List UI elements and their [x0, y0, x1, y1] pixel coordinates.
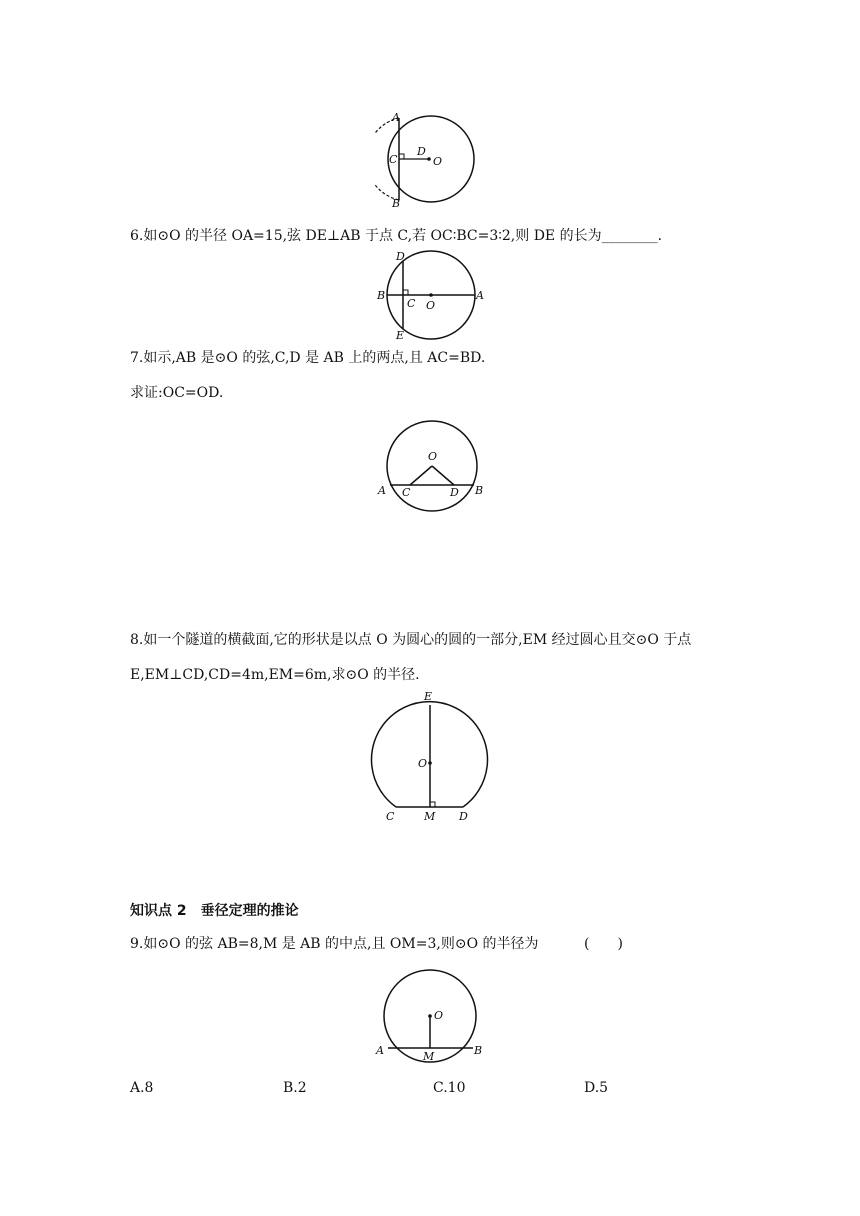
figure-circle-diameter-chord [373, 246, 493, 346]
label-b: B [475, 484, 484, 497]
label-o: O [433, 155, 443, 168]
center-dot [428, 1014, 432, 1018]
label-o: O [426, 299, 436, 312]
figure-tunnel-cross-section [365, 688, 495, 828]
label-e: E [396, 329, 405, 342]
label-a: A [378, 484, 386, 497]
label-e: E [424, 690, 433, 703]
question-6: 6.如⊙O 的半径 OA=15,弦 DE⊥AB 于点 C,若 OC∶BC=3∶2,则 DE 的长为________. [130, 228, 663, 244]
label-c: C [407, 297, 416, 310]
option-c: C.10 [433, 1080, 466, 1096]
option-a: A.8 [130, 1080, 154, 1096]
label-c: C [389, 153, 398, 166]
question-9: 9.如⊙O 的弦 AB=8,M 是 AB 的中点,且 OM=3,则⊙O 的半径为 [130, 936, 539, 952]
label-d: D [450, 486, 459, 499]
label-o: O [418, 757, 428, 770]
label-d: D [459, 810, 468, 823]
section-title: 知识点 2 垂径定理的推论 [130, 903, 299, 919]
center-dot [427, 157, 431, 161]
label-a: A [476, 289, 484, 302]
label-d: D [417, 145, 426, 158]
question-7: 7.如示,AB 是⊙O 的弦,C,D 是 AB 上的两点,且 AC=BD. [130, 350, 486, 366]
label-c: C [402, 486, 411, 499]
label-d: D [396, 250, 405, 263]
center-dot [428, 761, 432, 765]
center-dot [429, 293, 433, 297]
label-b: B [377, 289, 386, 302]
answer-parentheses: ( ) [584, 936, 623, 952]
label-b: B [392, 197, 401, 210]
figure-circle-chord-arc [375, 108, 485, 213]
label-m: M [424, 810, 436, 823]
label-c: C [386, 810, 395, 823]
label-o: O [428, 450, 438, 463]
figure-circle-chord-midpoint [372, 962, 492, 1066]
question-8-line2: E,EM⊥CD,CD=4m,EM=6m,求⊙O 的半径. [130, 667, 420, 683]
segment-oc [410, 466, 432, 485]
label-a: A [392, 111, 400, 124]
option-b: B.2 [283, 1080, 307, 1096]
segment-od [432, 466, 454, 485]
question-8-line1: 8.如一个隧道的横截面,它的形状是以点 O 为圆心的圆的一部分,EM 经过圆心且交⊙O 于点 [130, 632, 692, 648]
label-o: O [434, 1009, 444, 1022]
label-a: A [376, 1044, 384, 1057]
option-d: D.5 [584, 1080, 609, 1096]
label-m: M [423, 1050, 435, 1063]
label-b: B [474, 1044, 483, 1057]
figure-circle-chord-triangle [372, 414, 492, 516]
question-7-prove: 求证:OC=OD. [130, 385, 224, 401]
